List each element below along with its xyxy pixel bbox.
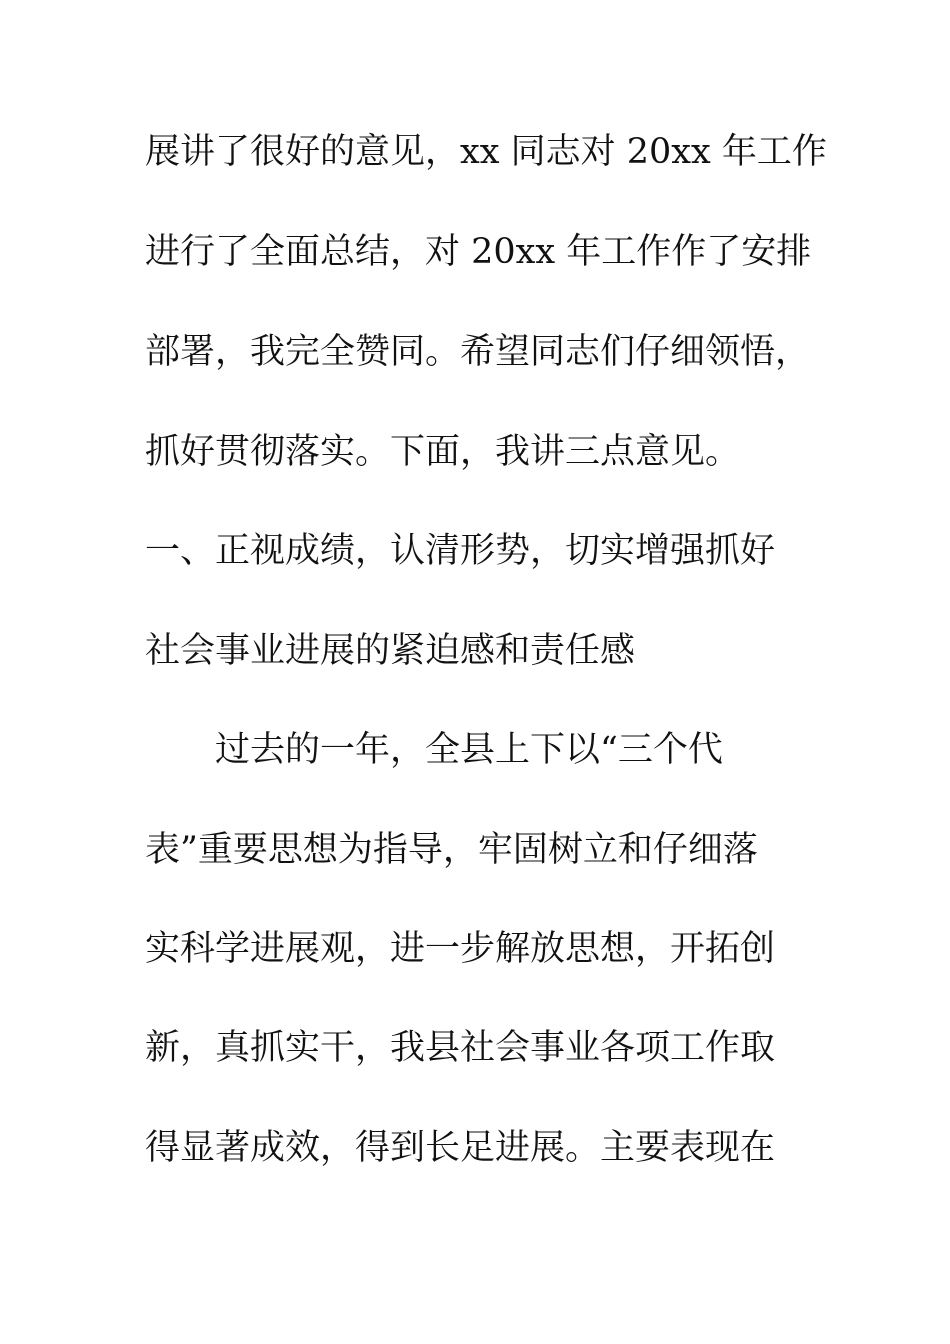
body-text-line: 进行了全面总结，对 20xx 年工作作了安排 [145,232,812,272]
section-heading-line: 一、正视成绩，认清形势，切实增强抓好 [145,531,776,571]
section-heading-line: 社会事业进展的紧迫感和责任感 [145,631,636,671]
body-text-line: 展讲了很好的意见，xx 同志对 20xx 年工作 [145,132,827,172]
body-text-line: 实科学进展观，进一步解放思想，开拓创 [145,929,776,969]
body-text-line: 表”重要思想为指导，牢固树立和仔细落 [145,830,758,870]
body-text-line: 新，真抓实干，我县社会事业各项工作取 [145,1028,776,1068]
body-text-line: 部署，我完全赞同。希望同志们仔细领悟， [145,332,811,372]
body-text-line: 抓好贯彻落实。下面，我讲三点意见。 [145,432,741,472]
body-text-line: 得显著成效，得到长足进展。主要表现在 [145,1128,776,1168]
paragraph-first-line: 过去的一年，全县上下以“三个代 [215,730,723,770]
